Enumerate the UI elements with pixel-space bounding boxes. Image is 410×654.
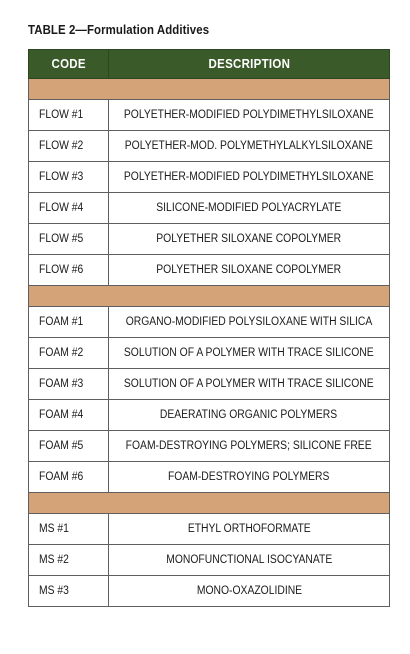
table-row	[29, 462, 390, 493]
code-cell: FLOW #5	[29, 224, 109, 255]
group-separator	[29, 286, 390, 307]
code-cell: FLOW #2	[29, 131, 109, 162]
code-cell: FLOW #6	[29, 255, 109, 286]
separator-cell	[29, 286, 390, 307]
table-row	[29, 576, 390, 607]
description-cell: SOLUTION OF A POLYMER WITH TRACE SILICONE	[109, 338, 390, 369]
table-row	[29, 514, 390, 545]
description-cell: POLYETHER-MODIFIED POLYDIMETHYLSILOXANE	[109, 100, 390, 131]
description-cell: POLYETHER SILOXANE COPOLYMER	[109, 224, 390, 255]
table-row	[29, 400, 390, 431]
description-cell: MONO-OXAZOLIDINE	[109, 576, 390, 607]
additives-table	[28, 49, 390, 607]
code-cell: FOAM #6	[29, 462, 109, 493]
code-cell: FOAM #1	[29, 307, 109, 338]
header-row	[29, 50, 390, 79]
description-cell: FOAM-DESTROYING POLYMERS	[109, 462, 390, 493]
table-title: TABLE 2—Formulation Additives	[28, 22, 210, 37]
separator-cell	[29, 493, 390, 514]
code-cell: MS #2	[29, 545, 109, 576]
table-row	[29, 255, 390, 286]
code-cell: FOAM #3	[29, 369, 109, 400]
description-cell: POLYETHER SILOXANE COPOLYMER	[109, 255, 390, 286]
table-row	[29, 193, 390, 224]
code-cell: FOAM #2	[29, 338, 109, 369]
description-cell: ETHYL ORTHOFORMATE	[109, 514, 390, 545]
description-cell: DEAERATING ORGANIC POLYMERS	[109, 400, 390, 431]
description-cell: ORGANO-MODIFIED POLYSILOXANE WITH SILICA	[109, 307, 390, 338]
table-row	[29, 431, 390, 462]
table-row	[29, 338, 390, 369]
code-cell: FLOW #1	[29, 100, 109, 131]
description-cell: FOAM-DESTROYING POLYMERS; SILICONE FREE	[109, 431, 390, 462]
group-separator	[29, 493, 390, 514]
header-code: CODE	[29, 50, 109, 79]
group-separator	[29, 79, 390, 100]
table-row	[29, 162, 390, 193]
code-cell: FOAM #5	[29, 431, 109, 462]
table-row	[29, 100, 390, 131]
table-row	[29, 131, 390, 162]
code-cell: MS #1	[29, 514, 109, 545]
code-cell: FLOW #4	[29, 193, 109, 224]
description-cell: SILICONE-MODIFIED POLYACRYLATE	[109, 193, 390, 224]
header-description: DESCRIPTION	[109, 50, 390, 79]
table-row	[29, 369, 390, 400]
separator-cell	[29, 79, 390, 100]
description-cell: POLYETHER-MODIFIED POLYDIMETHYLSILOXANE	[109, 162, 390, 193]
code-cell: MS #3	[29, 576, 109, 607]
table-row	[29, 307, 390, 338]
description-cell: MONOFUNCTIONAL ISOCYANATE	[109, 545, 390, 576]
code-cell: FOAM #4	[29, 400, 109, 431]
code-cell: FLOW #3	[29, 162, 109, 193]
table-row	[29, 224, 390, 255]
description-cell: POLYETHER-MOD. POLYMETHYLALKYLSILOXANE	[109, 131, 390, 162]
table-row	[29, 545, 390, 576]
description-cell: SOLUTION OF A POLYMER WITH TRACE SILICONE	[109, 369, 390, 400]
